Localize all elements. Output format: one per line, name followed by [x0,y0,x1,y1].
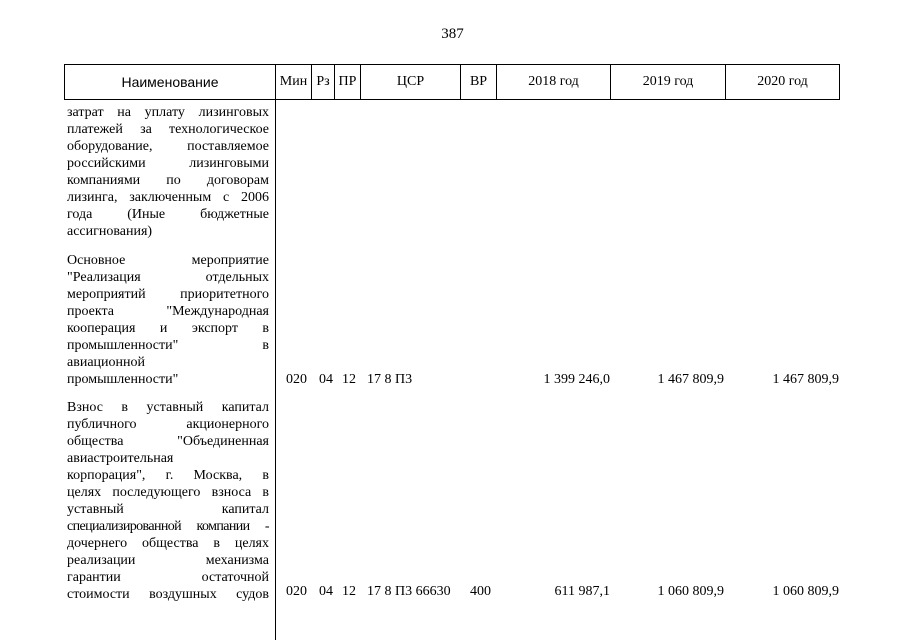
row-2-csr: 17 8 П3 66630 [367,584,451,599]
row-1-2018: 1 399 246,0 [543,372,610,387]
header-pr: ПР [335,65,361,99]
header-name: Наименование [65,65,276,99]
row-2-pr: 12 [342,584,356,599]
row-1-2019: 1 467 809,9 [657,372,724,387]
row-2-2018: 611 987,1 [554,584,610,599]
row-1-min: 020 [286,372,307,387]
row-1-name: Основное мероприятие "Реализация отдельных мероприятий приоритетного проекта "Международная кооперация и экспорт в промышленности" в авиационной промышленности" [67,253,269,387]
name-column-border [275,100,276,640]
header-min: Мин [276,65,312,99]
row-2-vr: 400 [470,584,491,599]
row-2-min: 020 [286,584,307,599]
row-0-name: затрат на уплату лизинговых платежей за технологическое оборудование, поставляемое российскими лизинговыми компаниями по договорам лизинга, заключенным с 2006 года (Иные бюджетные ассигнования) [67,105,269,239]
row-2-rz: 04 [319,584,333,599]
header-2020: 2020 год [757,74,808,89]
row-1-pr: 12 [342,372,356,387]
row-2-name: Взнос в уставный капитал публичного акционерного общества "Объединенная авиастроительная корпорация", г. Москва, в целях последующего взноса в уставный капитал специализированной компании - дочернего общества в целях реализации механизма гарантии остаточной стоимости воздушных судов [67,400,269,602]
header-2018: 2018 год [497,65,611,99]
row-2-2020: 1 060 809,9 [772,584,839,599]
header-2019: 2019 год [611,65,726,99]
row-1-rz: 04 [319,372,333,387]
row-1-2020: 1 467 809,9 [772,372,839,387]
header-vr: ВР [461,65,497,99]
table-header [64,64,840,100]
header-rz: Рз [312,65,335,99]
row-1-csr: 17 8 П3 [367,372,413,387]
header-csr: ЦСР [361,65,461,99]
row-2-2019: 1 060 809,9 [657,584,724,599]
page-number: 387 [441,26,464,42]
